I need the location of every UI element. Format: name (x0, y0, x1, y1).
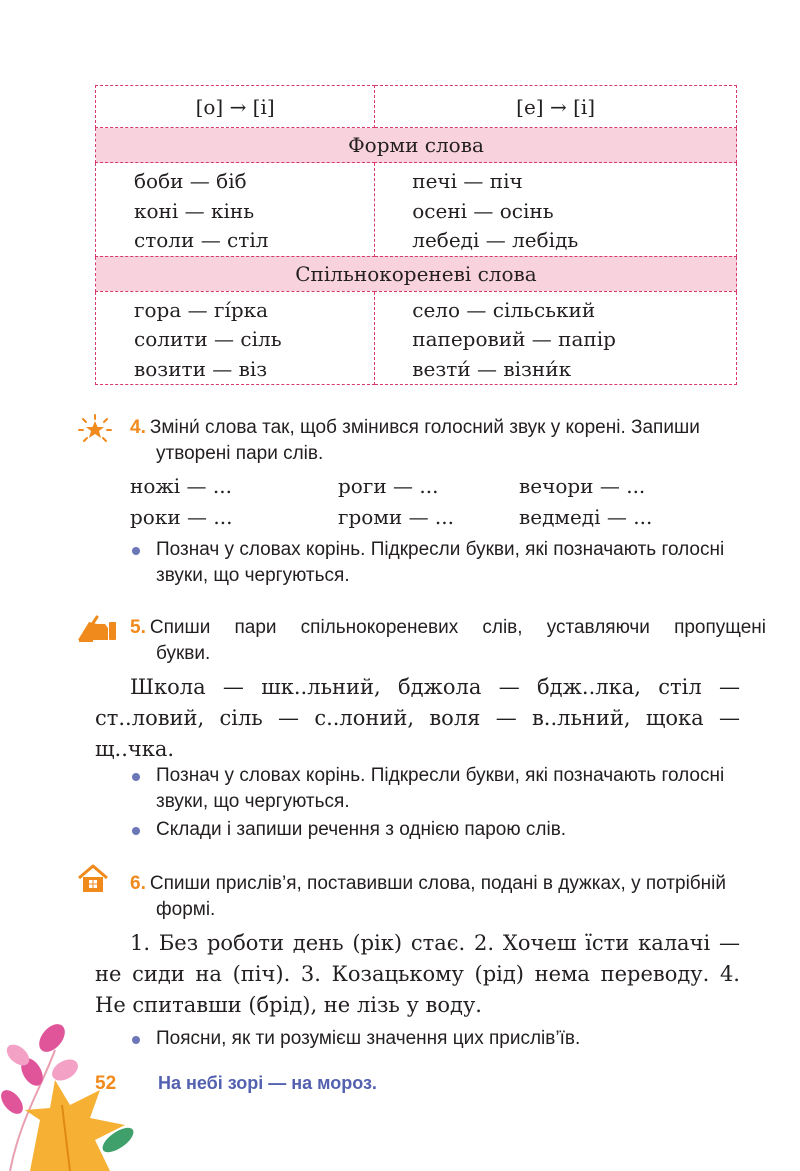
ex5-text (95, 672, 740, 765)
ex4-bullet (130, 537, 766, 589)
bullet-dot (132, 773, 140, 781)
band-word-forms: Форми слова (96, 128, 737, 163)
home-icon (77, 864, 109, 894)
exercise-number: 6. (130, 873, 146, 894)
ex6-bullet (130, 1026, 766, 1052)
exercise-5-task (130, 615, 766, 667)
word-pair: паперовий — папір (412, 327, 616, 351)
word-item: роки — ... (130, 505, 233, 529)
word-pair: печі — піч (412, 169, 523, 193)
page-number: 52 (95, 1073, 117, 1094)
writing-hand-icon (75, 614, 119, 642)
task-text: Зміни́ слова так, щоб змінився голосний звук у корені. Запиши утворені пари слів. (149, 417, 700, 464)
exercise-number: 4. (130, 417, 146, 438)
bullet-text: Склади і запиши речення з однією парою слів. (156, 819, 567, 840)
star-burst-icon (78, 414, 112, 444)
word-pair: везти́ — візни́к (412, 356, 572, 381)
word-item: роги — ... (338, 474, 439, 498)
roots-right-cell (375, 291, 737, 385)
autumn-leaves-illustration (0, 1010, 150, 1171)
task-text: Спиши прислів’я, поставивши слова, подані в дужках, у потрібній формі. (149, 873, 727, 920)
ex5-bullet-1 (130, 763, 766, 815)
word-item: ножі — ... (130, 474, 232, 498)
band-cognate-words: Спільнокореневі слова (96, 256, 737, 291)
alternation-table (95, 85, 737, 385)
footer-proverb: На небі зорі — на мороз. (158, 1073, 377, 1093)
bullet-text: Познач у словах корінь. Підкресли букви, які позначають голосні звуки, що чергуються. (156, 765, 725, 812)
exercise-text: 1. Без роботи день (рік) стає. 2. Хочеш їсти калачі — не сиди на (піч). 3. Козацькому (рід) нема переводу. 4. Не спитавши (брід), не лізь у воду. (95, 931, 740, 1017)
word-pair: гора — гі́рка (134, 297, 269, 322)
forms-left-cell (96, 163, 375, 257)
exercise-number: 5. (130, 617, 146, 638)
roots-left-cell (96, 291, 375, 385)
ex4-row-2 (130, 505, 652, 529)
table-header-e-i: [е] → [і] (375, 86, 737, 128)
forms-right-cell (375, 163, 737, 257)
bullet-dot (132, 547, 140, 555)
bullet-text: Поясни, як ти розумієш значення цих прислів’їв. (156, 1028, 581, 1049)
ex4-row-1 (130, 474, 645, 498)
bullet-dot (132, 827, 140, 835)
word-pair: село — сільський (412, 297, 596, 322)
word-item: вечори — ... (519, 474, 646, 498)
word-pair: осені — осінь (412, 198, 554, 223)
word-pair: столи — стіл (134, 228, 269, 252)
bullet-text: Познач у словах корінь. Підкресли букви, які позначають голосні звуки, що чергуються. (156, 539, 725, 586)
task-text: Спиши пари спільнокореневих слів, уставляючи пропущені букви. (149, 617, 766, 664)
word-item: громи — ... (338, 505, 454, 529)
ex5-bullet-2 (130, 817, 766, 843)
exercise-4-task (130, 415, 766, 467)
table-header-o-i: [о] → [і] (96, 86, 375, 128)
word-pair: солити — сіль (134, 327, 282, 351)
word-pair: лебеді — лебідь (412, 228, 579, 252)
ex6-text (95, 928, 740, 1021)
exercise-6-task (130, 871, 766, 923)
word-pair: коні — кінь (134, 198, 255, 223)
exercise-text: Школа — шк..льний, бджола — бдж..лка, стіл — ст..ловий, сіль — с..лоний, воля — в..льний, щока — щ..чка. (95, 675, 740, 761)
word-pair: боби — біб (134, 169, 247, 193)
word-pair: возити — віз (134, 356, 268, 381)
word-item: ведмеді — ... (519, 505, 653, 529)
